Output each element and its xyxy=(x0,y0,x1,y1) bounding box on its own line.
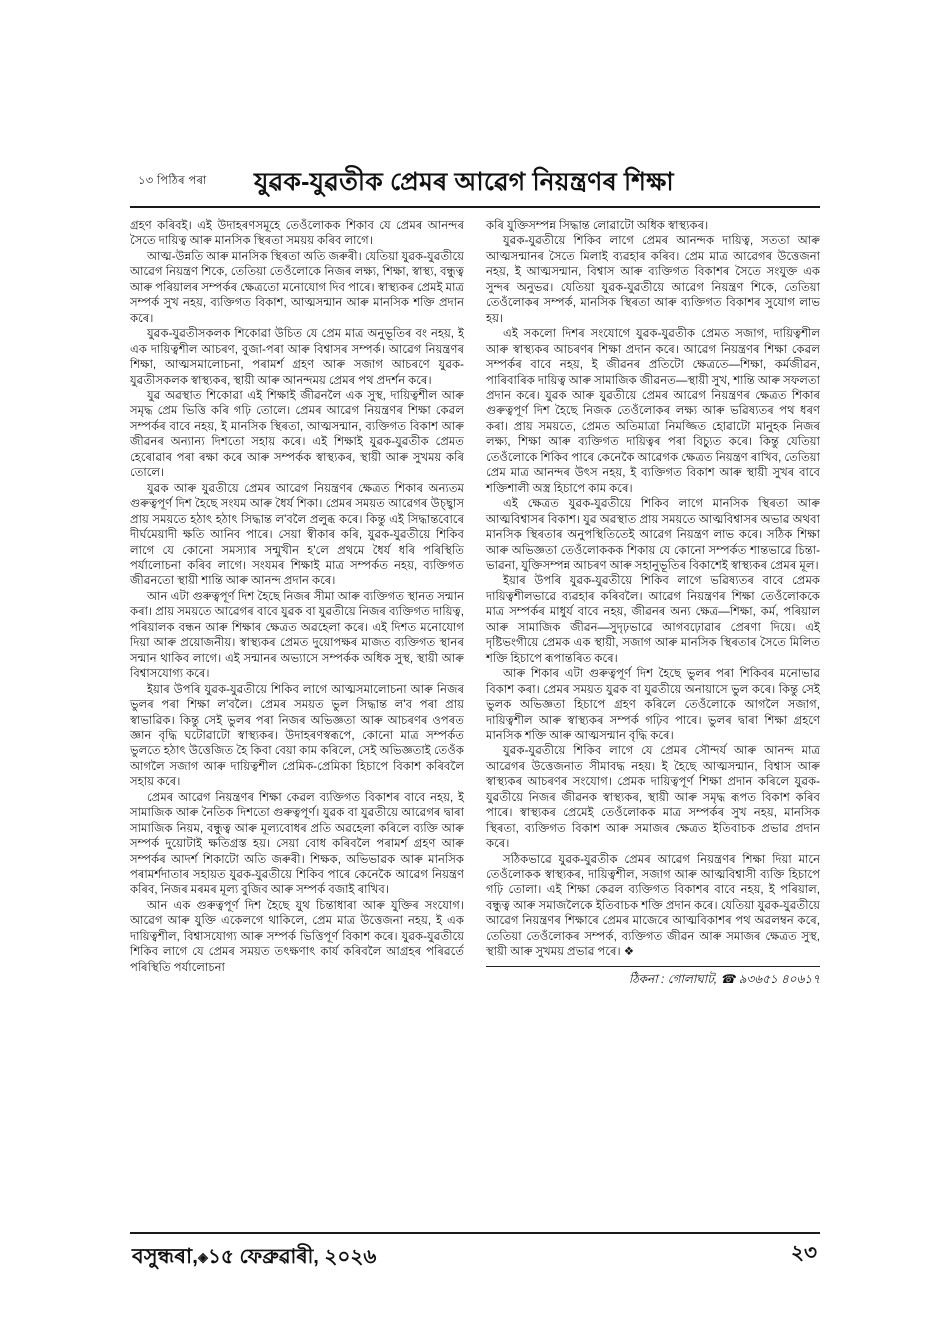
paragraph: গ্ৰহণ কৰিবই। এই উদাহৰণসমূহে তেওঁলোকক শিকাব যে প্ৰেমৰ আনন্দৰ সৈতে দায়িত্ব আৰু মানসিক স্থিৰতা সময়য় কৰিব লাগে। xyxy=(130,219,464,248)
footer-divider xyxy=(130,1232,820,1234)
page-title: যুৱক-যুৱতীক প্ৰেমৰ আৱেগ নিয়ন্ত্ৰণৰ শিক্ষা xyxy=(254,168,674,196)
author-contact: ঠিকনা : গোলাঘাট, ☎ ৯৩৬৫১ ৪০৬১৭ xyxy=(628,971,820,986)
masthead-name: বসুন্ধৰা, xyxy=(132,1245,198,1268)
paragraph: আন এক গুৰুত্বপূৰ্ণ দিশ হৈছে যুথ চিন্তাধাৰা আৰু যুক্তিৰ সংযোগ। আৱেগ আৰু যুক্তি একেলগে থাকিলে, প্ৰেম মাত্ৰ উত্তেজনা নহয়, ই এক দায়িত্বশীল, বিশ্বাসযোগ্য আৰু সম্পৰ্ক ভিত্তিপূৰ্ণ বিকাশ কৰে। যুৱক-যুৱতীয়ে শিকিব লাগে যে প্ৰেমৰ সময়ত তৎক্ষণাৎ কাৰ্য কৰিবলৈ আগ্ৰহৰ পৰিৱৰ্তে পৰিস্থিতি পৰ্যালোচনা xyxy=(130,898,464,974)
paragraph: যুৱক-যুৱতীয়ে শিকিব লাগে যে প্ৰেমৰ সৌন্দৰ্য আৰু আনন্দ মাত্ৰ আৱেগৰ উত্তেজনাত সীমাবদ্ধ নহয়। ই হৈছে আত্মসন্মান, বিশ্বাস আৰু স্বাস্থ্যকৰ আচৰণৰ সংযোগ। প্ৰেমক দায়িত্বপূৰ্ণ শিক্ষা প্ৰদান কৰিলে যুৱক-যুৱতীয়ে নিজৰ জীৱনক স্বাস্থ্যকৰ, স্থায়ী আৰু সমৃদ্ধ ৰূপত বিকাশ কৰিব পাৰে। স্বাস্থ্যকৰ প্ৰেমেই তেওঁলোকক মাত্ৰ সম্পৰ্কৰ সুখ নহয়, মানসিক স্থিৰতা, ব্যক্তিগত বিকাশ আৰু সমাজৰ ক্ষেত্ৰত ইতিবাচক প্ৰভাৱ প্ৰদান কৰে। xyxy=(486,744,820,851)
paragraph: এই ক্ষেত্ৰত যুৱক-যুৱতীয়ে শিকিব লাগে মানসিক স্থিৰতা আৰু আত্মবিশ্বাসৰ বিকাশ। যুৱ অৱস্থাত প্ৰায় সময়তে আত্মবিশ্বাসৰ অভাৱ অথবা মানসিক স্থিৰতাৰ অনুপস্থিতিতেই আৱেগ নিয়ন্ত্ৰণ লাভ কৰে। সঠিক শিক্ষা আৰু অভিজ্ঞতা তেওঁলোককক শিকায় যে কোনো সম্পৰ্কত শান্তভাৱে চিন্তা-ভাৱনা, যুক্তিসম্পন্ন আচৰণ আৰু সহানুভূতিৰ বিকাশেই স্বাস্থ্যকৰ প্ৰেমৰ মূল। xyxy=(486,497,820,572)
article-header xyxy=(130,162,820,208)
paragraph: আত্ম-উন্নতি আৰু মানসিক স্থিৰতা অতি জৰুৰী। যেতিয়া যুৱক-যুৱতীয়ে আৱেগ নিয়ন্ত্ৰণ শিকে, তেতিয়া তেওঁলোকে নিজৰ লক্ষ্য, শিক্ষা, স্বাস্থ্য, বন্ধুত্ব আৰু পৰিয়ালৰ সম্পৰ্কৰ ক্ষেত্ৰতো মনোযোগ দিব পাৰে। স্বাস্থ্যকৰ প্ৰেমই মাত্ৰ সম্পৰ্ক সুখ নহয়, ব্যক্তিগত বিকাশ, আত্মসন্মান আৰু মানসিক শক্তি প্ৰদান কৰে। xyxy=(130,249,464,325)
paragraph: আৰু শিকাৰ এটা গুৰুত্বপূৰ্ণ দিশ হৈছে ভুলৰ পৰা শিকিবৰ মনোভাৱ বিকাশ কৰা। প্ৰেমৰ সময়ত যুৱক বা যুৱতীয়ে অনায়াসে ভুল কৰে। কিন্তু সেই ভুলক অভিজ্ঞতা হিচাপে গ্ৰহণ কৰিলে তেওঁলোকে আগলৈ সজাগ, দায়িত্বশীল আৰু স্বাস্থ্যকৰ সম্পৰ্ক গঢ়িব পাৰে। ভুলৰ দ্বাৰা শিক্ষা গ্ৰহণে মানসিক শক্তি আৰু আত্মসন্মান বৃদ্ধি কৰে। xyxy=(486,667,820,742)
paragraph: যুৱক আৰু যুৱতীয়ে প্ৰেমৰ আৱেগ নিয়ন্ত্ৰণৰ ক্ষেত্ৰত শিকাৰ অন্যতম গুৰুত্বপূৰ্ণ দিশ হৈছে সংযম আৰু ধৈৰ্য শিকা। প্ৰেমৰ সময়ত আৱেগৰ উচ্ছ্বাস প্ৰায় সময়তে হঠাৎ হঠাৎ সিদ্ধান্ত ল'বলৈ প্ৰলুব্ধ কৰে। কিন্তু এই সিদ্ধান্তবোৰে দীৰ্ঘমেয়াদী ক্ষতি আনিব পাৰে। সেয়া স্বীকাৰ কৰি, যুৱক-যুৱতীয়ে শিকিব লাগে যে কোনো সমস্যাৰ সন্মুখীন হ'লে প্ৰথমে ধৈৰ্য ধৰি পৰিস্থিতি পৰ্যালোচনা কৰিব লাগে। সংযমৰ শিক্ষাই মাত্ৰ সম্পৰ্কত নহয়, ব্যক্তিগত জীৱনতো স্থায়ী শান্তি আৰু আনন্দ প্ৰদান কৰে। xyxy=(130,481,464,588)
left-column xyxy=(130,218,464,991)
masthead xyxy=(132,1240,376,1275)
two-column-body xyxy=(130,218,820,991)
masthead-bullet-icon: ◈ xyxy=(197,1249,208,1265)
paragraph: যুৱক-যুৱতীয়ে শিকিব লাগে প্ৰেমৰ আনন্দক দায়িত্ব, সততা আৰু আত্মসন্মানৰ সৈতে মিলাই ব্যৱহাৰ কৰিব। প্ৰেম মাত্ৰ আৱেগৰ উত্তেজনা নহয়, ই আত্মসন্মান, বিশ্বাস আৰু ব্যক্তিগত বিকাশৰ সৈতে সংযুক্ত এক সুন্দৰ অনুভৱ। যেতিয়া যুৱক-যুৱতীয়ে আৱেগ নিয়ন্ত্ৰণ শিকে, তেতিয়া তেওঁলোকৰ সম্পৰ্ক, মানসিক স্থিৰতা আৰু ব্যক্তিগত বিকাশৰ সুযোগ লাভ হয়। xyxy=(486,234,820,325)
paragraph: যুৱক-যুৱতীসকলক শিকোৱা উচিত যে প্ৰেম মাত্ৰ অনুভূতিৰ বং নহয়, ই এক দায়িত্বশীল আচৰণ, বুজা-পৰা আৰু বিশ্বাসৰ সম্পৰ্ক। আৱেগ নিয়ন্ত্ৰণৰ শিক্ষা, আত্মসমালোচনা, পৰামৰ্শ গ্ৰহণ আৰু সজাগ আচৰণে যুৱক-যুৱতীসকলক স্বাস্থ্যকৰ, স্থায়ী আৰু আনন্দময় প্ৰেমৰ পথ প্ৰদৰ্শন কৰে। xyxy=(130,327,464,387)
continued-from-label: ১৩ পিঠিৰ পৰা xyxy=(138,175,207,187)
paragraph: প্ৰেমৰ আৱেগ নিয়ন্ত্ৰণৰ শিক্ষা কেৱল ব্যক্তিগত বিকাশৰ বাবে নহয়, ই সামাজিক আৰু নৈতিক দিশতো গুৰুত্বপূৰ্ণ। যুৱক বা যুৱতীয়ে আৱেগৰ দ্বাৰা সামাজিক নিয়ম, বন্ধুত্ব আৰু মূল্যবোধৰ প্ৰতি অৱহেলা কৰিলে ব্যক্তি আৰু সম্পৰ্ক দুয়োটাই ক্ষতিগ্ৰস্ত হয়। সেয়া বোধ কৰিবলৈ পৰামৰ্শ গ্ৰহণ আৰু সম্পৰ্কৰ আদৰ্শ শিকাটো অতি জৰুৰী। শিক্ষক, অভিভাৱক আৰু মানসিক পৰামৰ্শদাতাৰ সহায়ত যুৱক-যুৱতীয়ে শিকিব পাৰে কেনেকৈ আৱেগ নিয়ন্ত্ৰণ কৰিব, নিজৰ মৰমৰ মূল্য বুজিব আৰু সম্পৰ্ক বজাই ৰাখিব। xyxy=(130,790,464,897)
contact-divider xyxy=(486,966,820,967)
paragraph: সঠিকভাৱে যুৱক-যুৱতীক প্ৰেমৰ আৱেগ নিয়ন্ত্ৰণৰ শিক্ষা দিয়া মানে তেওঁলোকক স্বাস্থ্যকৰ, দায়িত্বশীল, সজাগ আৰু আত্মবিশ্বাসী ব্যক্তি হিচাপে গঢ়ি তোলা। এই শিক্ষা কেৱল ব্যক্তিগত বিকাশৰ বাবে নহয়, ই পৰিয়াল, বন্ধুত্ব আৰু সমাজলৈকে ইতিবাচক শক্তি প্ৰদান কৰে। যেতিয়া যুৱক-যুৱতীয়ে আৱেগ নিয়ন্ত্ৰণৰ শিক্ষাৰে প্ৰেমৰ মাজেৰে আত্মবিকাশৰ পথ অৱলম্বন কৰে, তেতিয়া তেওঁলোকৰ সম্পৰ্ক, ব্যক্তিগত জীৱন আৰু সমাজৰ ক্ষেত্ৰত সুস্থ, স্থায়ী আৰু সুখময় প্ৰভাৱ পৰে। ❖ xyxy=(486,852,820,959)
paragraph: যুৱ অৱস্থাত শিকোৱা এই শিক্ষাই জীৱনলৈ এক সুস্থ, দায়িত্বশীল আৰু সমৃদ্ধ প্ৰেম ভিত্তি কৰি গঢ়ি তোলে। প্ৰেমৰ আৱেগ নিয়ন্ত্ৰণৰ শিক্ষা কেৱল সম্পৰ্কৰ বাবে নহয়, ই মানসিক স্থিৰতা, আত্মসন্মান, ব্যক্তিগত বিকাশ আৰু জীৱনৰ অন্যান্য দিশতো সহায় কৰে। এই শিক্ষাই যুৱক-যুৱতীক প্ৰেমত হেৰোৱাৰ পৰা ৰক্ষা কৰে আৰু সম্পৰ্কক স্বাস্থ্যকৰ, স্থায়ী আৰু সুখময় কৰি তোলে। xyxy=(130,388,464,480)
paragraph: কৰি যুক্তিসম্পন্ন সিদ্ধান্ত লোৱাটো অধিক স্বাস্থ্যকৰ। xyxy=(486,219,709,232)
masthead-date: ১৫ ফেব্ৰুৱাৰী, ২০২৬ xyxy=(207,1246,377,1268)
page-number: ২৩ xyxy=(790,1242,817,1264)
paragraph: আন এটা গুৰুত্বপূৰ্ণ দিশ হৈছে নিজৰ সীমা আৰু ব্যক্তিগত স্থানত সন্মান কৰা। প্ৰায় সময়তে আৱেগৰ বাবে যুৱক বা যুৱতীয়ে নিজৰ ব্যক্তিগত দায়িত্ব, পৰিয়ালক বন্ধন আৰু শিক্ষাৰ ক্ষেত্ৰত অৱহেলা কৰে। এই দিশত মনোযোগ দিয়া আৰু প্ৰয়োজনীয়। স্বাস্থ্যকৰ প্ৰেমত দুয়োপক্ষৰ মাজত ব্যক্তিগত স্থানৰ সন্মান থাকিব লাগে। এই সন্মানৰ অভ্যাসে সম্পৰ্কক অধিক সুস্থ, স্থায়ী আৰু বিশ্বাসযোগ্য কৰে। xyxy=(130,589,464,681)
article-content xyxy=(130,162,820,991)
paragraph: ইয়াৰ উপৰি যুৱক-যুৱতীয়ে শিকিব লাগে আত্মসমালোচনা আৰু নিজৰ ভুলৰ পৰা শিক্ষা ল'বলৈ। প্ৰেমৰ সময়ত ভুল সিদ্ধান্ত ল'ব পৰা প্ৰায় স্বাভাৱিক। কিন্তু সেই ভুলৰ পৰা নিজৰ অভিজ্ঞতা আৰু আচৰণৰ ওপৰত জ্ঞান বৃদ্ধি ঘটোৱাটো স্বাস্থ্যকৰ। উদাহৰণস্বৰূপে, কোনো মাত্ৰ সম্পৰ্কত ভুলতে হঠাৎ উত্তেজিত হৈ কিবা বেয়া কাম কৰিলে, সেই অভিজ্ঞতাই তেওঁক আগলৈ সজাগ আৰু দায়িত্বশীল প্ৰেমিক-প্ৰেমিকা হিচাপে বিকাশ কৰিবলৈ সহায় কৰে। xyxy=(130,682,464,789)
paragraph: এই সকলো দিশৰ সংযোগে যুৱক-যুৱতীক প্ৰেমত সজাগ, দায়িত্বশীল আৰু স্বাস্থ্যকৰ আচৰণৰ শিক্ষা প্ৰদান কৰে। আৱেগ নিয়ন্ত্ৰণৰ শিক্ষা কেৱল সম্পৰ্কৰ বাবে নহয়, ই জীৱনৰ প্ৰতিটো ক্ষেত্ৰতে—শিক্ষা, কৰ্মজীৱন, পাৰিবাৰিক দায়িত্ব আৰু সামাজিক জীৱনত—স্থায়ী সুখ, শান্তি আৰু সফলতা প্ৰদান কৰে। যুৱক আৰু যুৱতীয়ে প্ৰেমৰ আৱেগ নিয়ন্ত্ৰণৰ ক্ষেত্ৰত শিকাৰ গুৰুত্বপূৰ্ণ দিশ হৈছে নিজক তেওঁলোকৰ লক্ষ্য আৰু ভৱিষ্যতৰ পথ ধৰণ কৰা। প্ৰায় সময়তে, প্ৰেমত অতিমাত্ৰা নিমজ্জিত হোৱাটো মানুহক নিজৰ লক্ষ্য, শিক্ষা আৰু ব্যক্তিগত দায়িত্বৰ পৰা বিচ্যুত কৰে। কিন্তু যেতিয়া তেওঁলোকে শিকিব পাৰে কেনেকৈ আৱেগক ক্ষেত্ৰত নিয়ন্ত্ৰণ ৰাখিব, তেতিয়া প্ৰেম মাত্ৰ আনন্দৰ উৎস নহয়, ই ব্যক্তিগত বিকাশ আৰু স্থায়ী সুখৰ বাবে শক্তিশালী অস্ত্ৰ হিচাপে কাম কৰে। xyxy=(486,327,820,495)
paragraph: ইয়াৰ উপৰি যুৱক-যুৱতীয়ে শিকিব লাগে ভৱিষ্যতৰ বাবে প্ৰেমক দায়িত্বশীলভাৱে ব্যৱহাৰ কৰিবলৈ। আৱেগ নিয়ন্ত্ৰণৰ শিক্ষা তেওঁলোককে মাত্ৰ সম্পৰ্কৰ মাধুৰ্য বাবে নহয়, জীৱনৰ অন্য ক্ষেত্ৰ—শিক্ষা, কৰ্ম, পৰিয়াল আৰু সামাজিক জীৱন—সুদৃঢ়ভাৱে আগবঢ়োৱাৰ প্ৰেৰণা দিয়ে। এই দৃষ্টিভংগীয়ে প্ৰেমক এক স্থায়ী, সজাগ আৰু মানসিক স্থিৰতাৰ সৈতে মিলিত শক্তি হিচাপে ৰূপান্তৰিত কৰে। xyxy=(486,574,820,665)
right-column xyxy=(486,218,820,991)
